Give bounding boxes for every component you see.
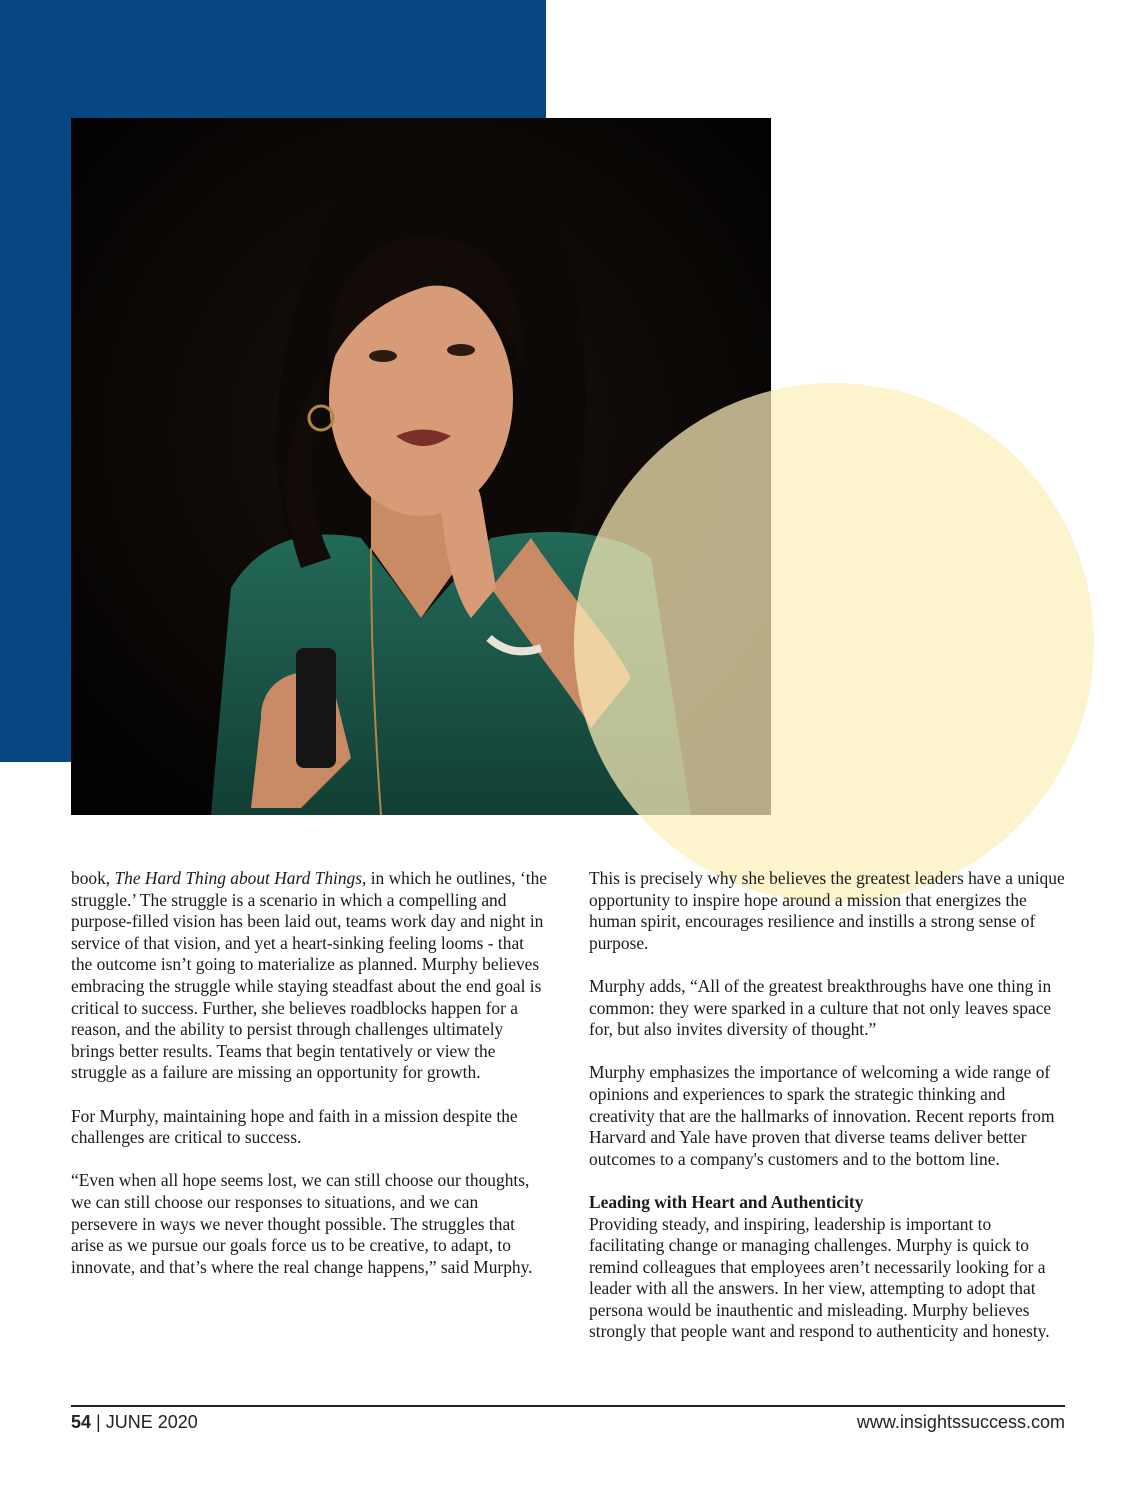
footer-separator: | bbox=[91, 1412, 106, 1432]
article-right-column bbox=[589, 868, 1067, 1365]
page-number: 54 bbox=[71, 1412, 92, 1432]
paragraph: Providing steady, and inspiring, leadership is important to facilitating change or managing challenges. Murphy is quick to remind colleagues that employees aren’t necessarily looking for a leader with all the answers. In her view, attempting to adopt that persona would be inauthentic and misleading. Murphy believes strongly that people want and respond to authenticity and honesty. bbox=[589, 1213, 1050, 1342]
yellow-decor-circle bbox=[574, 383, 1094, 903]
footer-divider bbox=[71, 1405, 1065, 1407]
article-left-column bbox=[71, 868, 549, 1300]
paragraph: This is precisely why she believes the greatest leaders have a unique opportunity to inspire hope around a mission that energizes the human spirit, encourages resilience and instills a strong sense of purpose. bbox=[589, 868, 1065, 953]
quote-paragraph: “Even when all hope seems lost, we can still choose our thoughts, we can still choose our responses to situations, and we can persevere in ways we never thought possible. The struggles that arise as we pursue our goals force us to be creative, to adapt, to innovate, and that’s where the real change happens,” said Murphy. bbox=[71, 1170, 533, 1277]
footer-page-info bbox=[71, 1412, 198, 1433]
section-subheading: Leading with Heart and Authenticity bbox=[589, 1191, 864, 1212]
paragraph bbox=[71, 868, 549, 1084]
paragraph-text: book, bbox=[71, 868, 115, 888]
paragraph-text: , in which he outlines, ‘the struggle.’ The struggle is a scenario in which a compelling and purpose-filled vision has been laid out, teams work day and night in service of that vision, and yet a heart-sinking feeling looms - that the outcome isn’t going to materialize as planned. Murphy believes embracing the struggle while staying steadfast about the end goal is critical to success. Further, she believes roadblocks happen for a reason, and the ability to persist through challenges ultimately brings better results. Teams that begin tentatively or view the struggle as a failure are missing an opportunity for growth. bbox=[71, 868, 547, 1083]
footer-website: www.insightssuccess.com bbox=[856, 1412, 1065, 1432]
issue-date: JUNE 2020 bbox=[105, 1412, 198, 1432]
paragraph: Murphy emphasizes the importance of welcoming a wide range of opinions and experiences to spark the strategic thinking and creativity that are the hallmarks of innovation. Recent reports from Harvard and Yale have proven that diverse teams deliver better outcomes to a company's customers and to the bottom line. bbox=[589, 1062, 1055, 1169]
paragraph: Murphy adds, “All of the greatest breakthroughs have one thing in common: they were sparked in a culture that not only leaves space for, but also invites diversity of thought.” bbox=[589, 975, 1052, 1040]
book-title: The Hard Thing about Hard Things bbox=[114, 868, 363, 888]
paragraph: For Murphy, maintaining hope and faith in a mission despite the challenges are critical to success. bbox=[71, 1105, 518, 1148]
